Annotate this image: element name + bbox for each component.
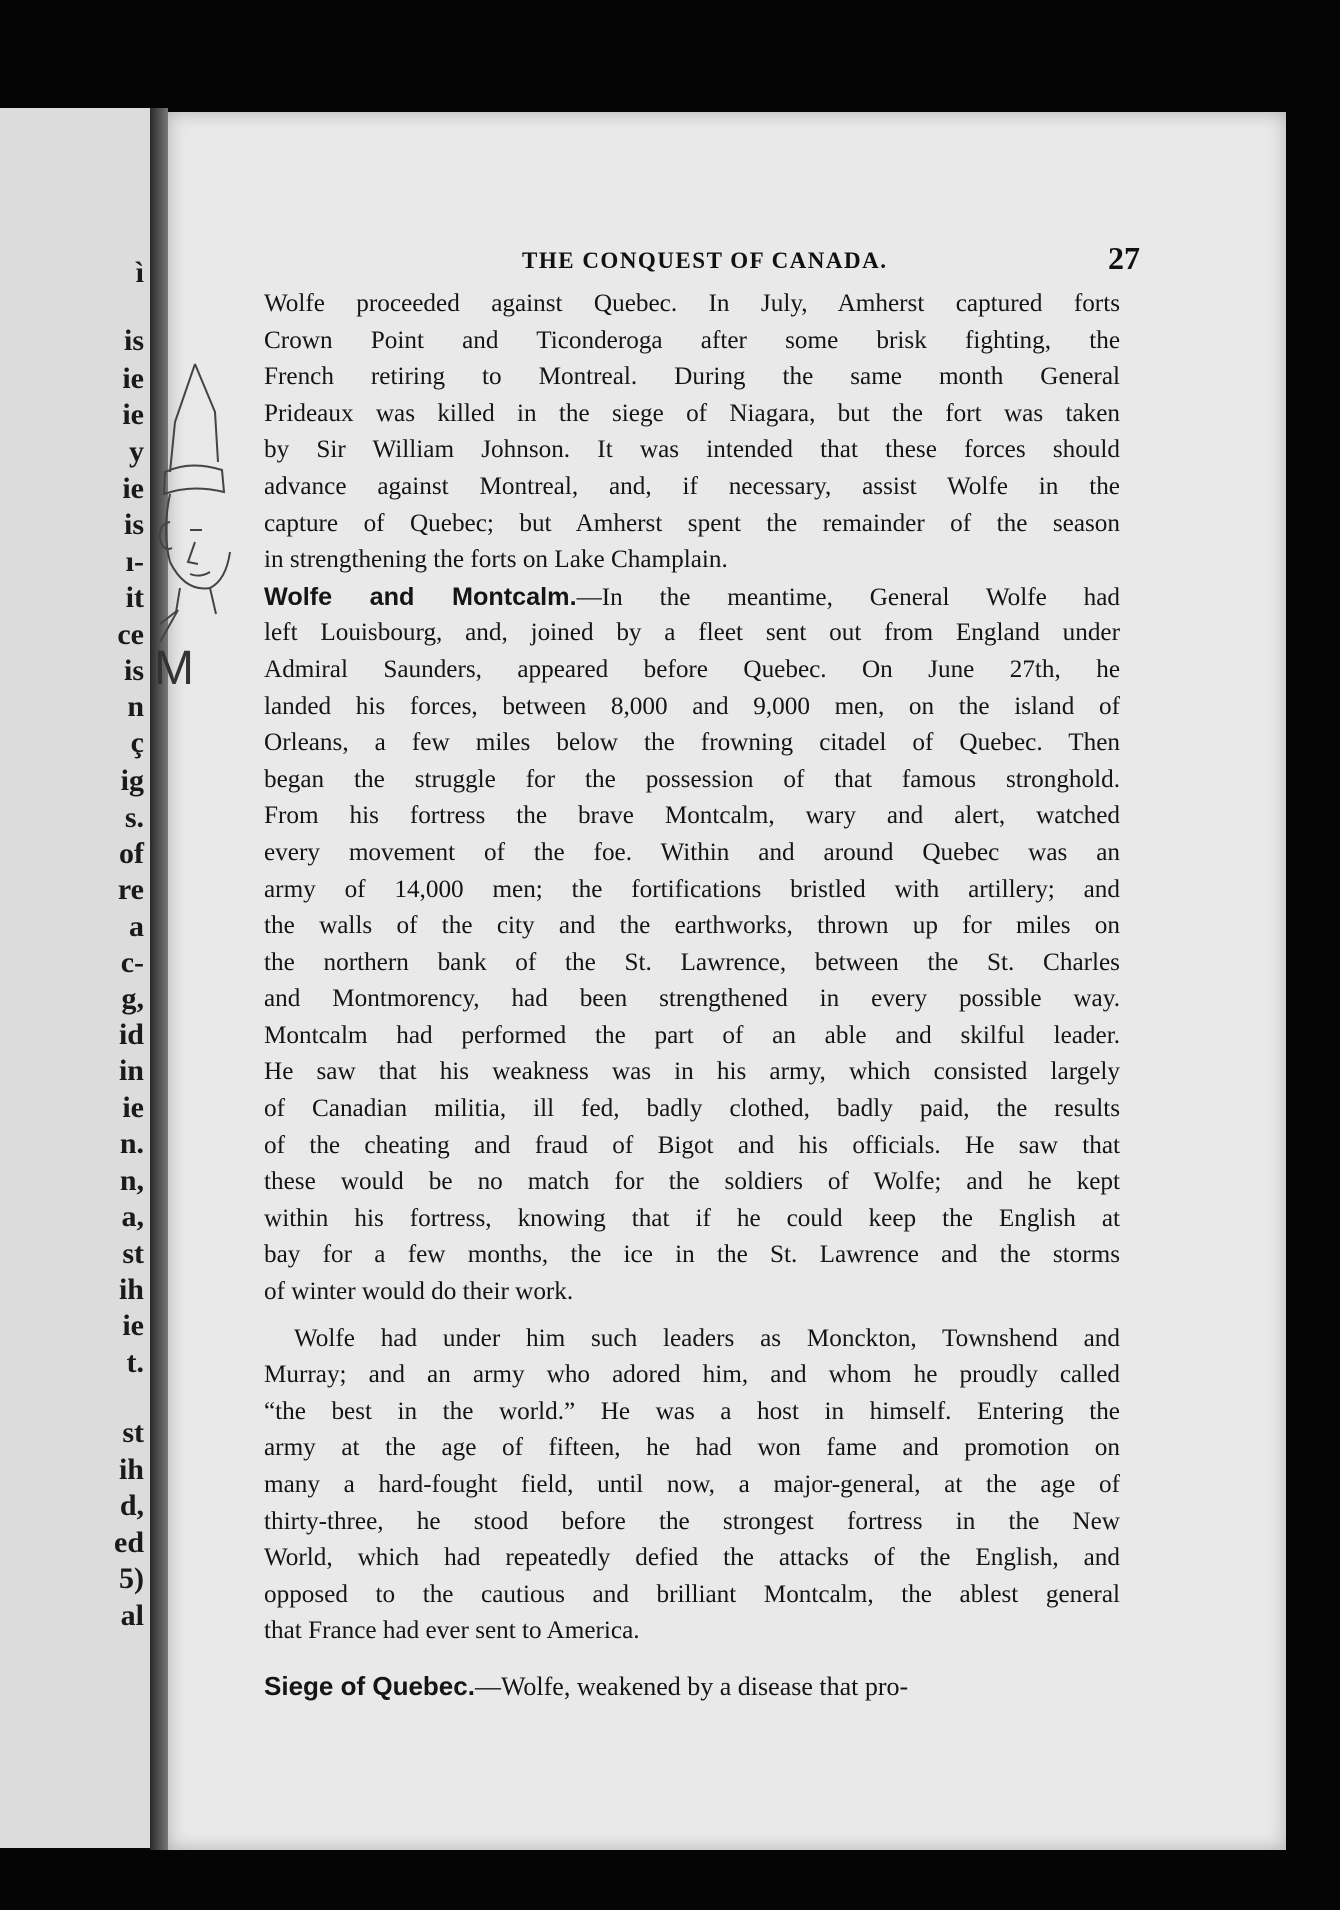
left-page-text-fragment: 5) <box>119 1562 144 1595</box>
text-line: capture of Quebec; but Amherst spent the remainder of the season <box>264 509 1120 537</box>
text-line: Admiral Saunders, appeared before Quebec. On June 27th, he <box>264 655 1120 683</box>
left-page-text-fragment: ie <box>122 362 144 395</box>
left-page-text-fragment: d, <box>119 1489 144 1522</box>
text-line: army at the age of fifteen, he had won fame and promotion on <box>264 1434 1120 1462</box>
text-line: advance against Montreal, and, if necessary, assist Wolfe in the <box>264 472 1120 500</box>
text-line: Wolfe had under him such leaders as Monckton, Townshend and <box>294 1324 1120 1352</box>
text-line: Orleans, a few miles below the frowning citadel of Quebec. Then <box>264 729 1120 757</box>
body-text <box>264 286 1120 1705</box>
text-line: that France had ever sent to America. <box>264 1617 640 1645</box>
left-page-text-fragment: re <box>117 873 144 906</box>
section-heading: Wolfe and Montcalm. <box>264 582 577 611</box>
marginal-letter: M <box>154 642 194 692</box>
left-page-text-fragment: ie <box>122 398 144 431</box>
paragraph <box>264 1321 1120 1650</box>
marginal-sketch-drawing <box>140 362 250 692</box>
left-page-text-fragment: s. <box>124 801 144 834</box>
text-line: From his fortress the brave Montcalm, wary and alert, watched <box>264 802 1120 830</box>
page-number: 27 <box>1108 240 1140 276</box>
text-line: the walls of the city and the earthworks, thrown up for miles on <box>264 912 1120 940</box>
text-line: Prideaux was killed in the siege of Niagara, but the fort was taken <box>264 399 1120 427</box>
text-line: within his fortress, knowing that if he could keep the English at <box>264 1204 1120 1232</box>
left-page-text-fragment: of <box>119 837 144 870</box>
text-line: Murray; and an army who adored him, and whom he proudly called <box>264 1361 1120 1389</box>
text-line: many a hard-fought field, until now, a major-general, at the age of <box>264 1471 1120 1498</box>
running-header <box>168 240 1286 280</box>
text-line: opposed to the cautious and brilliant Montcalm, the ablest general <box>264 1580 1120 1608</box>
text-line: left Louisbourg, and, joined by a fleet sent out from England under <box>264 619 1120 647</box>
left-page-text-fragment: ie <box>122 1309 144 1342</box>
text-line-content: —Wolfe, weakened by a disease that pro- <box>474 1671 909 1701</box>
text-line: World, which had repeatedly defied the attacks of the English, and <box>264 1544 1120 1572</box>
left-page-text-fragment: al <box>120 1599 144 1632</box>
left-page-text-fragment: ie <box>122 472 144 505</box>
left-page-text-fragment: a, <box>121 1200 144 1233</box>
text-line: by Sir William Johnson. It was intended that these forces should <box>264 436 1120 464</box>
left-page-text-fragment: t. <box>126 1346 144 1379</box>
text-line: these would be no match for the soldiers of Wolfe; and he kept <box>264 1168 1120 1196</box>
left-page-text-fragment: it <box>125 581 144 614</box>
text-line-content: —In the meantime, General Wolfe had <box>576 583 1121 611</box>
left-page-text-fragment: ç <box>130 726 144 759</box>
text-line: thirty-three, he stood before the strongest fortress in the New <box>264 1507 1120 1535</box>
paragraph <box>264 286 1120 579</box>
left-page-text-fragment: id <box>118 1018 144 1051</box>
section-heading: Siege of Quebec. <box>264 1670 475 1701</box>
text-line: of the cheating and fraud of Bigot and his officials. He saw that <box>264 1131 1120 1159</box>
book-page <box>154 112 1286 1850</box>
text-line: Crown Point and Ticonderoga after some brisk fighting, the <box>264 326 1120 354</box>
text-line: every movement of the foe. Within and around Quebec was an <box>264 838 1120 866</box>
text-line: bay for a few months, the ice in the St. Lawrence and the storms <box>264 1241 1120 1269</box>
left-page-text-fragment: ie <box>122 1091 144 1124</box>
text-line: army of 14,000 men; the fortifications bristled with artillery; and <box>264 875 1120 903</box>
left-page-text-fragment: n, <box>119 1164 144 1197</box>
text-line: in strengthening the forts on Lake Champlain. <box>264 546 728 574</box>
text-line: and Montmorency, had been strengthened in every possible way. <box>264 985 1120 1013</box>
paragraph <box>264 1668 1120 1705</box>
text-line: “the best in the world.” He was a host in himself. Entering the <box>264 1397 1120 1425</box>
left-page-fragment <box>0 108 150 1848</box>
text-line: of winter would do their work. <box>264 1278 574 1306</box>
left-page-text-fragment: n. <box>119 1127 144 1160</box>
text-line <box>264 579 1120 616</box>
left-page-text-fragment: g, <box>121 982 144 1015</box>
left-page-text-fragment: ı- <box>125 545 144 578</box>
text-line: landed his forces, between 8,000 and 9,000 men, on the island of <box>264 692 1120 720</box>
paragraph <box>264 579 1120 1311</box>
left-page-text-fragment: ce <box>117 618 144 651</box>
left-page-text-fragment: is <box>123 654 144 687</box>
text-line: began the struggle for the possession of that famous stronghold. <box>264 765 1120 793</box>
text-line: of Canadian militia, ill fed, badly clothed, badly paid, the results <box>264 1095 1120 1123</box>
left-page-text-fragment: n <box>127 690 144 723</box>
text-line: He saw that his weakness was in his army, which consisted largely <box>264 1058 1120 1086</box>
left-page-text-fragment: y <box>129 435 144 468</box>
left-page-text-fragment: is <box>123 324 144 357</box>
left-page-text-fragment: ì <box>135 256 144 289</box>
left-page-text-fragment: ih <box>118 1453 144 1486</box>
left-page-text-fragment: ig <box>120 764 144 797</box>
left-page-text-fragment: is <box>123 508 144 541</box>
text-line: Montcalm had performed the part of an able and skilful leader. <box>264 1021 1120 1049</box>
text-line: the northern bank of the St. Lawrence, between the St. Charles <box>264 948 1120 976</box>
left-page-text-fragment: st <box>122 1416 144 1449</box>
text-line: French retiring to Montreal. During the same month General <box>264 363 1120 391</box>
left-page-text-fragment: c- <box>120 946 144 979</box>
left-page-text-fragment: a <box>129 910 144 943</box>
left-page-text-fragment: ih <box>118 1273 144 1306</box>
left-page-text-fragment: in <box>118 1054 144 1087</box>
text-line: Wolfe proceeded against Quebec. In July, Amherst captured forts <box>264 290 1120 317</box>
text-line <box>264 1668 1120 1705</box>
left-page-text-fragment: ed <box>114 1526 144 1559</box>
running-title: THE CONQUEST OF CANADA. <box>522 248 888 273</box>
left-page-text-fragment: st <box>122 1237 144 1270</box>
